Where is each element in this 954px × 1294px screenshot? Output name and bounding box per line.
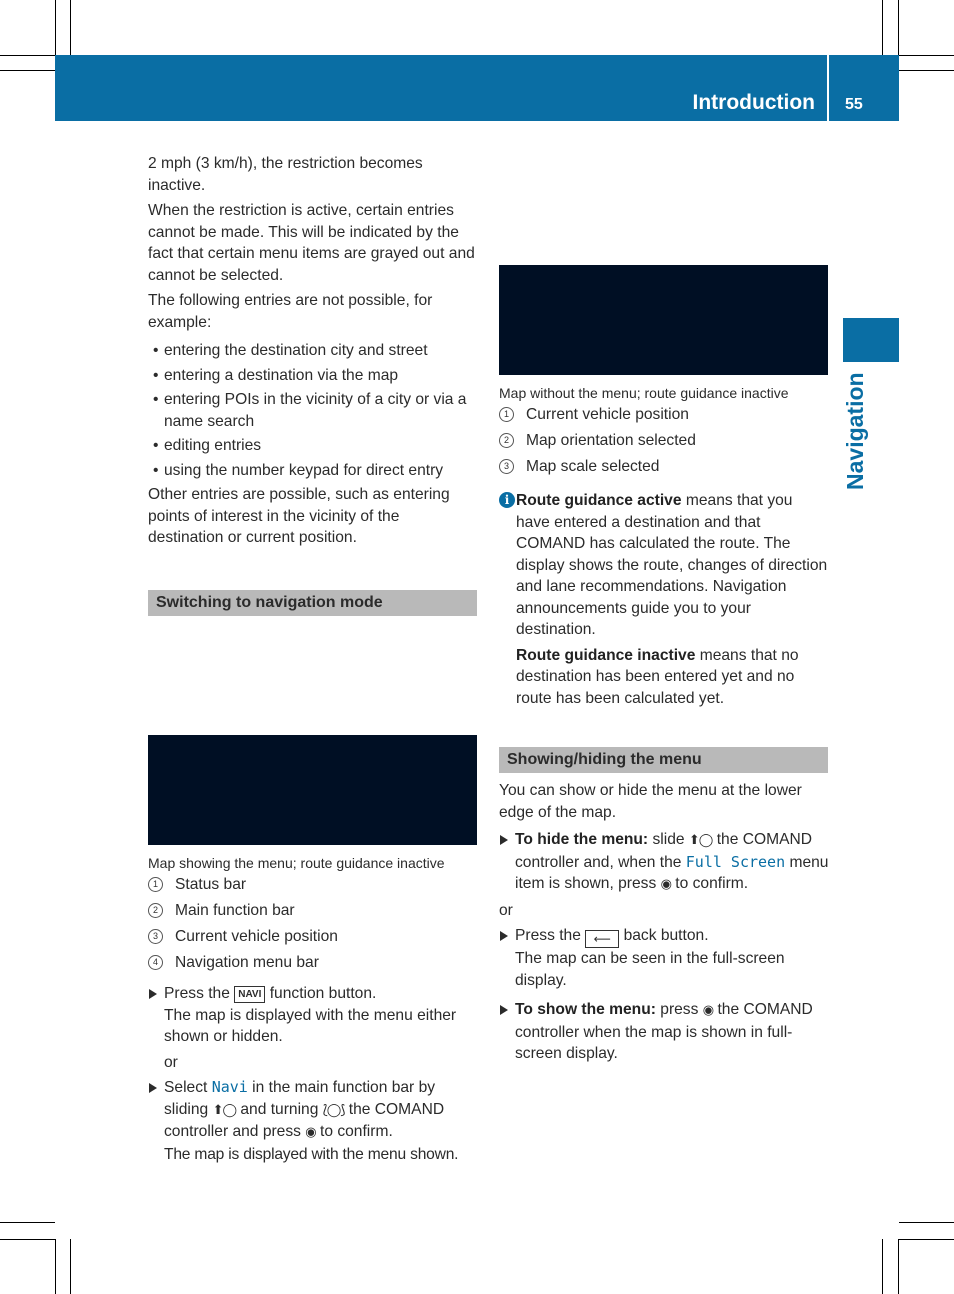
step-arrow-icon <box>500 835 508 845</box>
press-controller-icon: ◉ <box>702 1003 714 1018</box>
step-arrow-icon <box>149 1083 157 1093</box>
callout-number: 3 <box>499 459 514 474</box>
step: Press the ⟵ back button. The map can be seen in the full-screen display. <box>499 925 831 991</box>
section-heading-show-hide-menu: Showing/hiding the menu <box>499 747 828 773</box>
step-arrow-icon <box>149 989 157 999</box>
paragraph: 2 mph (3 km/h), the restriction becomes inactive. <box>148 155 423 194</box>
step-arrow-icon <box>500 931 508 941</box>
callout-item <box>148 898 338 924</box>
menu-item-full-screen: Full Screen <box>685 852 786 871</box>
step-result: The map is displayed with the menu shown. <box>164 1145 459 1163</box>
menu-item-navi: Navi <box>211 1078 248 1096</box>
restriction-list <box>148 340 478 481</box>
list-item: • entering a destination via the map <box>148 365 478 387</box>
callout-number: 1 <box>499 407 514 422</box>
chapter-tab <box>843 318 899 362</box>
page-number: 55 <box>845 96 863 113</box>
callout-label: Current vehicle position <box>526 406 689 423</box>
map-screenshot-with-menu <box>148 735 477 845</box>
info-block <box>499 490 829 713</box>
callout-item <box>148 872 338 898</box>
page-header <box>55 55 899 121</box>
callout-number: 3 <box>148 929 163 944</box>
or-text: or <box>499 901 513 919</box>
section-title: Introduction <box>692 91 815 114</box>
info-icon: i <box>499 492 515 508</box>
slide-up-controller-icon: ⬆◯ <box>212 1102 237 1118</box>
paragraph: Other entries are possible, such as entering points of interest in the vicinity of the destination or current position. <box>148 486 450 546</box>
back-button-icon: ⟵ <box>585 930 619 948</box>
show-hide-instructions <box>499 780 831 1067</box>
callout-item <box>499 402 696 428</box>
chapter-label-text: Navigation <box>842 372 868 490</box>
chapter-label <box>842 370 870 490</box>
header-divider <box>827 55 829 121</box>
list-item: • entering POIs in the vicinity of a city or via a name search <box>148 389 478 432</box>
press-controller-icon: ◉ <box>660 877 671 892</box>
figure-caption: Map showing the menu; route guidance inactive <box>148 855 445 871</box>
slide-up-controller-icon: ⬆◯ <box>688 833 713 848</box>
step-arrow-icon <box>500 1005 508 1015</box>
step-result: The map can be seen in the full-screen display. <box>515 950 785 989</box>
callout-number: 1 <box>148 877 163 892</box>
left-column <box>148 153 478 553</box>
callout-label: Main function bar <box>175 902 295 919</box>
callout-item <box>148 924 338 950</box>
map-screenshot-without-menu <box>499 265 828 375</box>
paragraph: The following entries are not possible, for example: <box>148 292 433 331</box>
list-item: • editing entries <box>148 435 478 457</box>
callout-label: Map orientation selected <box>526 432 696 449</box>
press-controller-icon: ◉ <box>305 1125 316 1140</box>
callout-number: 4 <box>148 955 163 970</box>
list-item: • entering the destination city and street <box>148 340 478 362</box>
callout-label: Navigation menu bar <box>175 954 319 971</box>
instruction-steps <box>148 983 480 1167</box>
step-result: The map is displayed with the menu either shown or hidden. <box>164 1006 457 1045</box>
navi-key-icon: NAVI <box>234 986 265 1003</box>
info-note: i Route guidance active means that you have entered a destination and that COMAND has calculated the route. The display shows the route, changes of direction and lane recommendations. Navigation announcements guide you to your destination. Route guidance inactive means that no destination has been entered yet and no route has been calculated yet. <box>499 490 829 709</box>
callout-number: 2 <box>148 903 163 918</box>
callout-item <box>499 454 696 480</box>
callout-item <box>499 428 696 454</box>
callout-list <box>499 402 696 480</box>
step: Press the NAVI function button. The map is displayed with the menu either shown or hidden. or <box>148 983 480 1073</box>
figure-caption: Map without the menu; route guidance inactive <box>499 385 789 401</box>
callout-label: Map scale selected <box>526 458 660 475</box>
list-item: • using the number keypad for direct entry <box>148 460 478 482</box>
step: To show the menu: press ◉ the COMAND controller when the map is shown in full-screen display. <box>499 999 831 1065</box>
or-text: or <box>164 1053 178 1071</box>
step: Select Navi in the main function bar by sliding ⬆◯ and turning ⟅◯⟆ the COMAND controller and press ◉ to confirm. The map is displayed with the menu shown. <box>148 1077 480 1165</box>
callout-number: 2 <box>499 433 514 448</box>
callout-list <box>148 872 338 976</box>
callout-label: Current vehicle position <box>175 928 338 945</box>
callout-item <box>148 950 338 976</box>
paragraph: When the restriction is active, certain entries cannot be made. This will be indicated by the fact that certain menu items are grayed out and cannot be selected. <box>148 202 475 284</box>
section-heading-navigation-mode: Switching to navigation mode <box>148 590 477 616</box>
callout-label: Status bar <box>175 876 247 893</box>
turn-controller-icon: ⟅◯⟆ <box>322 1102 345 1118</box>
step: To hide the menu: slide ⬆◯ the COMAND controller and, when the Full Screen menu item is shown, press ◉ to confirm. <box>499 829 831 896</box>
paragraph: You can show or hide the menu at the lower edge of the map. <box>499 782 802 821</box>
